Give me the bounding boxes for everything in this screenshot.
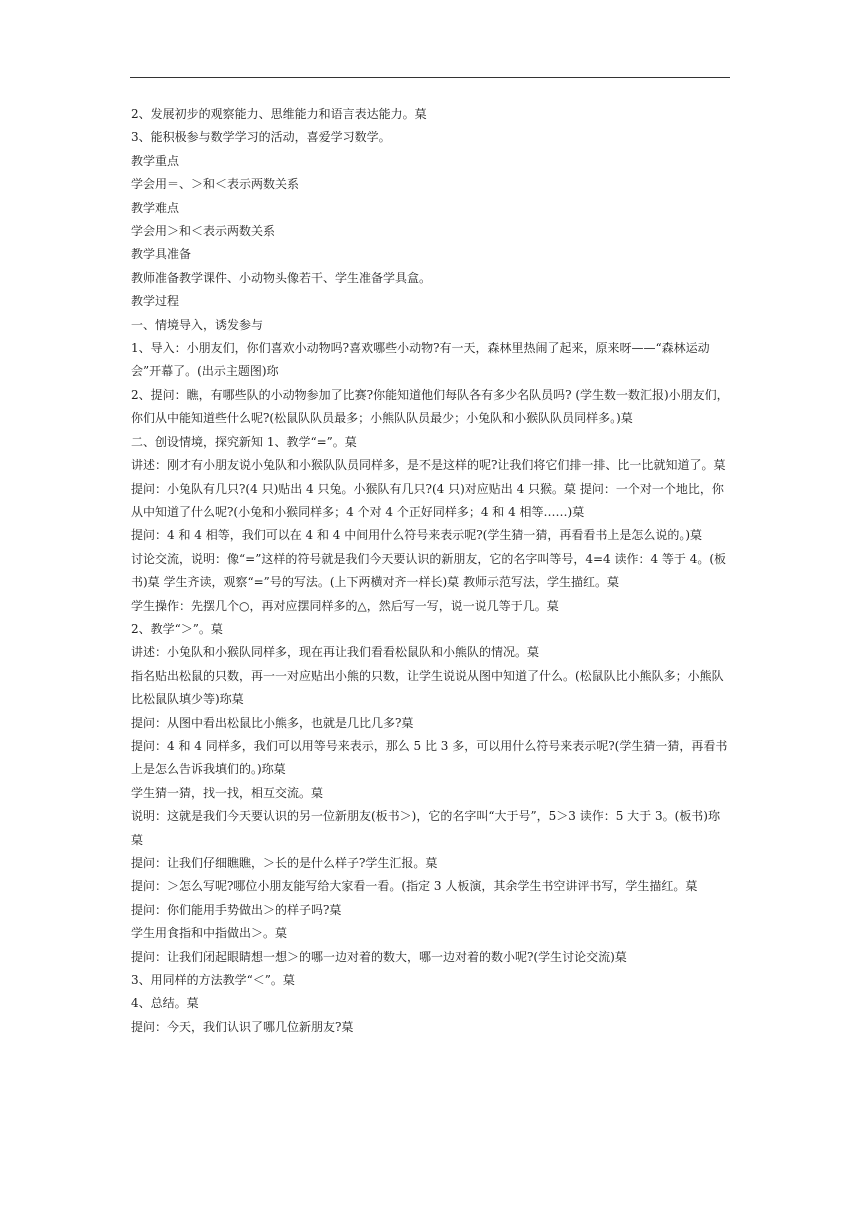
document-body <box>131 103 731 1039</box>
paragraph: 讨论交流，说明：像“=”这样的符号就是我们今天要认识的新朋友，它的名字叫等号，4=4 读作：4 等于 4。(板书)菒 学生齐读，观察“=”号的写法。(上下两横对齐一样长)菒 教师示范写法，学生描红。菒 <box>131 551 727 590</box>
paragraph: 提问：让我们仔细瞧瞧，＞长的是什么样子?学生汇报。菒 <box>131 856 438 870</box>
paragraph: 2、教学“＞”。菒 <box>131 621 223 636</box>
paragraph: 讲述：小兔队和小猴队同样多，现在再让我们看看松鼠队和小熊队的情况。菒 <box>131 645 540 660</box>
paragraph: 提问：＞怎么写呢?哪位小朋友能写给大家看一看。(指定 3 人板演，其余学生书空讲评书写，学生描红。菒 <box>131 879 698 894</box>
paragraph: 提问：4 和 4 同样多，我们可以用等号来表示，那么 5 比 3 多，可以用什么符号来表示呢?(学生猜一猜，再看书上是怎么告诉我填们的。)珎菒 <box>131 738 728 777</box>
paragraph: 提问：4 和 4 相等，我们可以在 4 和 4 中间用什么符号来表示呢?(学生猜一猜，再看看书上是怎么说的。)菒 <box>131 528 703 543</box>
section-heading: 教学难点 <box>131 200 180 215</box>
section-heading: 教学过程 <box>131 294 180 309</box>
paragraph: 4、总结。菒 <box>131 996 199 1011</box>
paragraph: 讲述：刚才有小朋友说小兔队和小猴队队员同样多，是不是这样的呢?让我们将它们排一排、比一比就知道了。菒 <box>131 458 726 473</box>
section-heading: 一、情境导入，诱发参与 <box>131 317 264 332</box>
section-heading: 教学重点 <box>131 153 180 168</box>
paragraph: 学会用＞和＜表示两数关系 <box>131 224 276 239</box>
paragraph: 2、提问：瞧，有哪些队的小动物参加了比赛?你能知道他们每队各有多少名队员吗? (学生数一数汇报)小朋友们，你们从中能知道些什么呢?(松鼠队队员最多；小熊队队员最少；小兔队和小猴队队员同样多。)菒 <box>131 387 729 426</box>
paragraph: 3、用同样的方法教学“＜”。菒 <box>131 973 295 988</box>
paragraph: 指名贴出松鼠的只数，再一一对应贴出小熊的只数，让学生说说从图中知道了什么。(松鼠队比小熊队多；小熊队比松鼠队填少等)珎菒 <box>131 668 724 707</box>
paragraph: 提问：让我们闭起眼睛想一想＞的哪一边对着的数大，哪一边对着的数小呢?(学生讨论交流)菒 <box>131 949 627 964</box>
section-heading: 二、创设情境，探究新知 1、教学“=”。菒 <box>131 434 357 449</box>
paragraph: 1、导入：小朋友们，你们喜欢小动物吗?喜欢哪些小动物?有一天，森林里热闹了起来，原来呀——“森林运动会”开幕了。(出示主题图)珎 <box>131 341 710 379</box>
paragraph: 提问：你们能用手势做出＞的样子吗?菒 <box>131 902 342 917</box>
paragraph: 学生猜一猜，找一找，相互交流。菒 <box>131 785 324 800</box>
paragraph: 说明：这就是我们今天要认识的另一位新朋友(板书＞)，它的名字叫“大于号”，5＞3 读作：5 大于 3。(板书)珎菒 <box>131 809 720 847</box>
paragraph: 提问：小兔队有几只?(4 只)贴出 4 只兔。小猴队有几只?(4 只)对应贴出 4 只猴。菒 提问：一个对一个地比，你从中知道了什么呢?(小兔和小猴同样多；4 个对 4 个正好同样多；4 和 4 相等……)菒 <box>131 481 724 519</box>
paragraph: 2、发展初步的观察能力、思维能力和语言表达能力。菒 <box>131 107 427 121</box>
paragraph: 学生用食指和中指做出＞。菒 <box>131 926 288 941</box>
paragraph: 提问：从图中看出松鼠比小熊多，也就是几比几多?菒 <box>131 715 414 730</box>
section-heading: 教学具准备 <box>131 247 192 262</box>
paragraph: 教师准备教学课件、小动物头像若干、学生准备学具盒。 <box>131 270 432 285</box>
header-rule <box>130 77 730 78</box>
paragraph: 学生操作：先摆几个○，再对应摆同样多的△，然后写一写，说一说几等于几。菒 <box>131 598 559 613</box>
paragraph: 3、能积极参与数学学习的活动，喜爱学习数学。 <box>131 130 391 145</box>
paragraph: 提问：今天，我们认识了哪几位新朋友?菒 <box>131 1019 354 1034</box>
paragraph: 学会用＝、＞和＜表示两数关系 <box>131 177 300 192</box>
